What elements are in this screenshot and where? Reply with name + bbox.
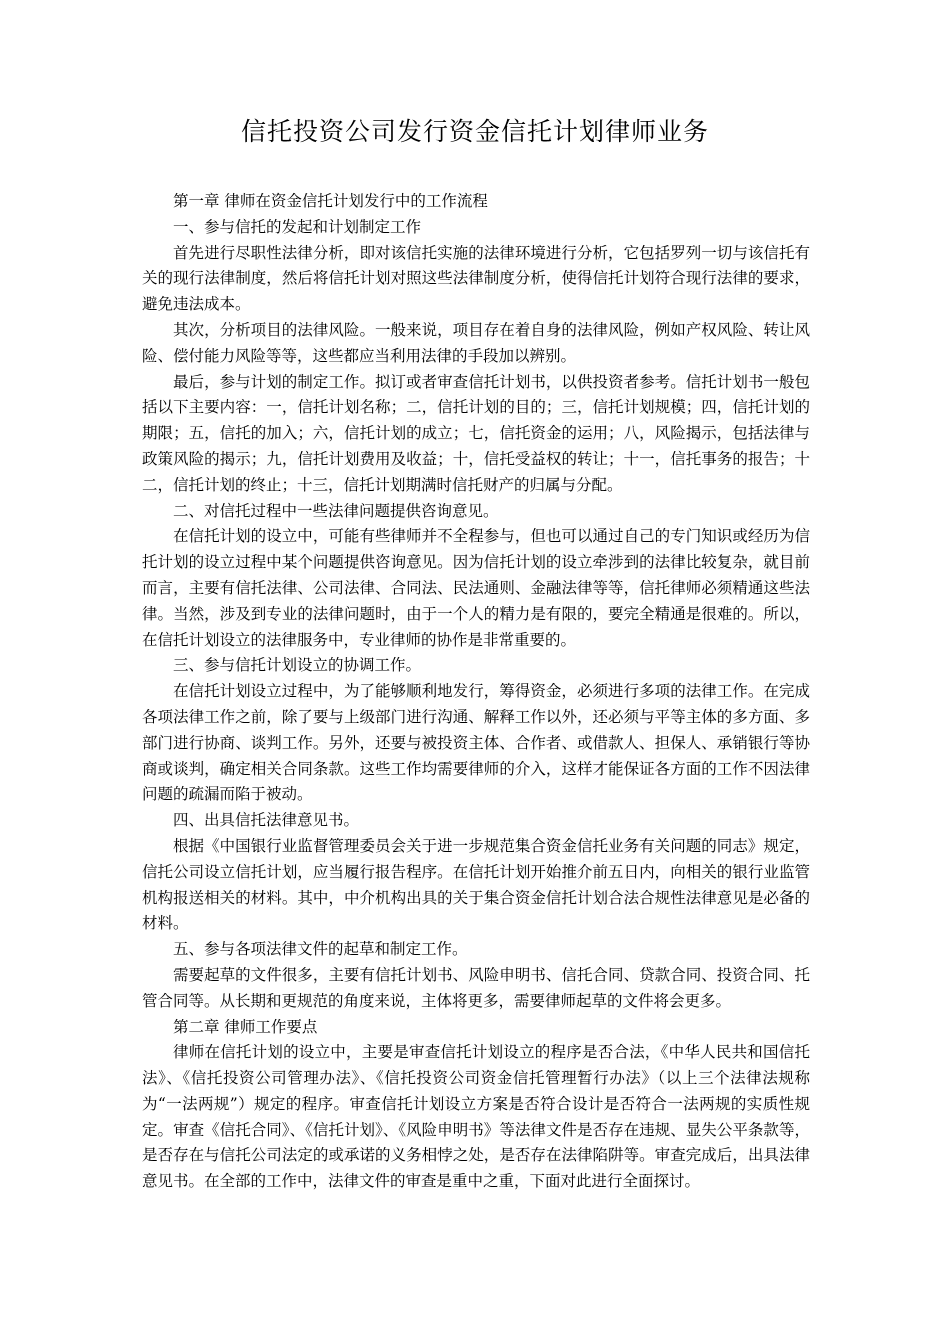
paragraph: 最后，参与计划的制定工作。拟订或者审查信托计划书，以供投资者参考。信托计划书一般包括以下主要内容：一，信托计划名称；二，信托计划的目的；三，信托计划规模；四，信托计划的期限；五，信托的加入；六，信托计划的成立；七，信托资金的运用；八，风险揭示，包括法律与政策风险的揭示；九，信托计划费用及收益；十，信托受益权的转让；十一，信托事务的报告；十二，信托计划的终止；十三，信托计划期满时信托财产的归属与分配。 bbox=[142, 372, 810, 494]
section-3-heading: 三、参与信托计划设立的协调工作。 bbox=[173, 656, 422, 675]
section-5-heading: 五、参与各项法律文件的起草和制定工作。 bbox=[173, 940, 468, 959]
section-4-heading: 四、出具信托法律意见书。 bbox=[173, 811, 360, 830]
paragraph: 根据《中国银行业监督管理委员会关于进一步规范集合资金信托业务有关问题的同志》规定，信托公司设立信托计划，应当履行报告程序。在信托计划开始推介前五日内，向相关的银行业监管机构报送相关的材料。其中，中介机构出具的关于集合资金信托计划合法合规性法律意见是必备的材料。 bbox=[142, 836, 810, 933]
paragraph: 在信托计划设立过程中，为了能够顺利地发行，筹得资金，必须进行多项的法律工作。在完成各项法律工作之前，除了要与上级部门进行沟通、解释工作以外，还必须与平等主体的多方面、多部门进行协商、谈判工作。另外，还要与被投资主体、合作者、或借款人、担保人、承销银行等协商或谈判，确定相关合同条款。这些工作均需要律师的介入，这样才能保证各方面的工作不因法律问题的疏漏而陷于被动。 bbox=[142, 682, 810, 804]
paragraph: 首先进行尽职性法律分析，即对该信托实施的法律环境进行分析，它包括罗列一切与该信托有关的现行法律制度，然后将信托计划对照这些法律制度分析，使得信托计划符合现行法律的要求，避免违法成本。 bbox=[142, 243, 810, 314]
paragraph: 需要起草的文件很多，主要有信托计划书、风险申明书、信托合同、贷款合同、投资合同、托管合同等。从长期和更规范的角度来说，主体将更多，需要律师起草的文件将会更多。 bbox=[142, 965, 810, 1010]
chapter-1-heading: 第一章 律师在资金信托计划发行中的工作流程 bbox=[173, 192, 488, 210]
document-title: 信托投资公司发行资金信托计划律师业务 bbox=[240, 117, 709, 146]
paragraph: 律师在信托计划的设立中，主要是审查信托计划设立的程序是否合法，《中华人民共和国信托法》、《信托投资公司管理办法》、《信托投资公司资金信托管理暂行办法》（以上三个法律法规称为“一法两规”）规定的程序。审查信托计划设立方案是否符合设计是否符合一法两规的实质性规定。审查《信托合同》、《信托计划》、《风险申明书》等法律文件是否存在违规、显失公平条款等，是否存在与信托公司法定的或承诺的义务相悖之处，是否存在法律陷阱等。审查完成后，出具法律意见书。在全部的工作中，法律文件的审查是重中之重，下面对此进行全面探讨。 bbox=[142, 1043, 810, 1191]
section-1-heading: 一、参与信托的发起和计划制定工作 bbox=[173, 217, 422, 236]
paragraph: 其次，分析项目的法律风险。一般来说，项目存在着自身的法律风险，例如产权风险、转让风险、偿付能力风险等等，这些都应当利用法律的手段加以辨别。 bbox=[142, 320, 810, 365]
section-2-heading: 二、对信托过程中一些法律问题提供咨询意见。 bbox=[173, 501, 499, 520]
paragraph: 在信托计划的设立中，可能有些律师并不全程参与，但也可以通过自己的专门知识或经历为信托计划的设立过程中某个问题提供咨询意见。因为信托计划的设立牵涉到的法律比较复杂，就目前而言，主要有信托法律、公司法律、合同法、民法通则、金融法律等等，信托律师必须精通这些法律。当然，涉及到专业的法律问题时，由于一个人的精力是有限的，要完全精通是很难的。所以，在信托计划设立的法律服务中，专业律师的协作是非常重要的。 bbox=[142, 527, 810, 649]
chapter-2-heading: 第二章 律师工作要点 bbox=[173, 1017, 318, 1036]
document-body bbox=[142, 189, 810, 1195]
